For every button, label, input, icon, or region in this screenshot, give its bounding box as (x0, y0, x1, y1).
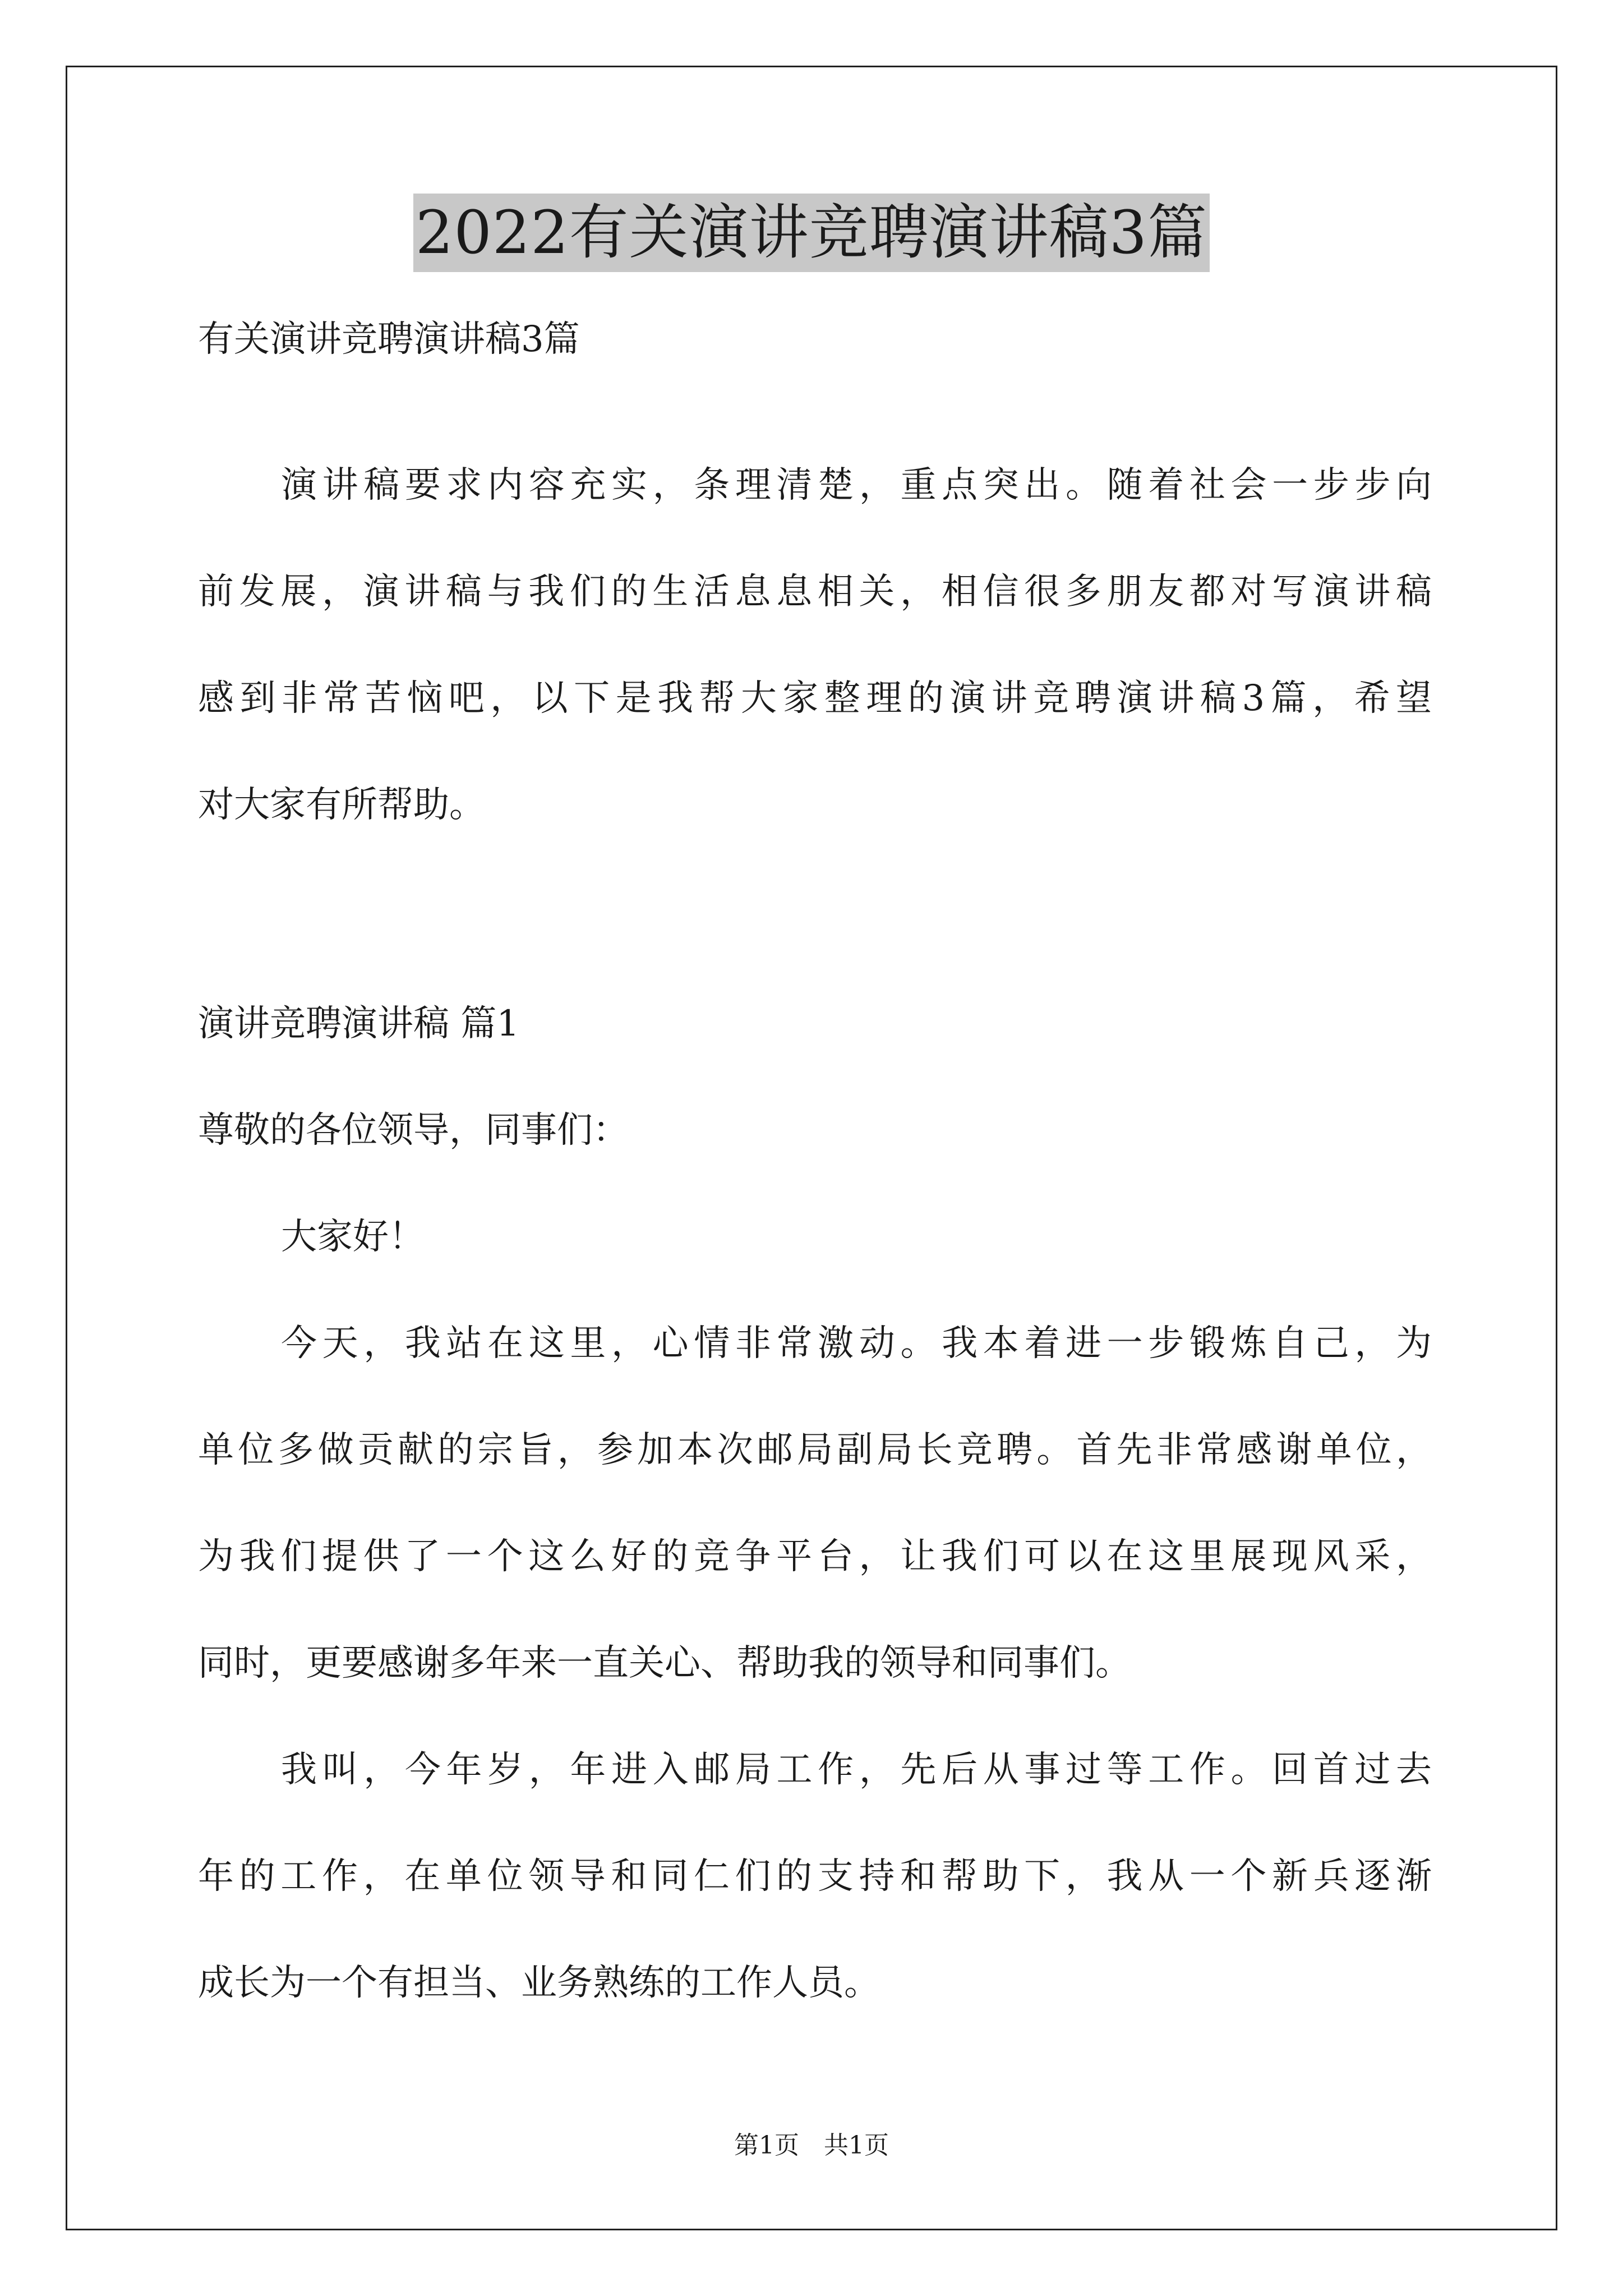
title-container (0, 194, 1623, 272)
paragraph-line: 成长为一个有担当、业务熟练的工作人员。 (198, 1962, 880, 2004)
paragraph-line: 对大家有所帮助。 (198, 784, 485, 826)
paragraph-line: 今天，我站在这里，心情非常激动。我本着进一步锻炼自己，为 (281, 1323, 1432, 1364)
document-title: 2022有关演讲竞聘演讲稿3篇 (413, 194, 1210, 272)
paragraph-line: 同时，更要感谢多年来一直关心、帮助我的领导和同事们。 (198, 1642, 1131, 1684)
greeting-line: 大家好！ (281, 1216, 425, 1258)
paragraph-line: 演讲稿要求内容充实，条理清楚，重点突出。随着社会一步步向 (281, 464, 1432, 506)
section-heading: 演讲竞聘演讲稿 篇1 (198, 1003, 520, 1045)
paragraph-line: 为我们提供了一个这么好的竞争平台，让我们可以在这里展现风采， (198, 1536, 1432, 1577)
paragraph-line: 年的工作，在单位领导和同仁们的支持和帮助下，我从一个新兵逐渐 (198, 1856, 1432, 1897)
paragraph-line: 单位多做贡献的宗旨，参加本次邮局副局长竞聘。首先非常感谢单位， (198, 1429, 1432, 1471)
paragraph-line: 我叫，今年岁，年进入邮局工作，先后从事过等工作。回首过去 (281, 1749, 1432, 1791)
paragraph-line: 感到非常苦恼吧，以下是我帮大家整理的演讲竞聘演讲稿3篇，希望 (198, 678, 1432, 719)
salutation-line: 尊敬的各位领导，同事们： (198, 1110, 629, 1151)
page-footer: 第1页 共1页 (734, 2131, 889, 2160)
paragraph-line: 前发展，演讲稿与我们的生活息息相关，相信很多朋友都对写演讲稿 (198, 571, 1432, 613)
subtitle-line: 有关演讲竞聘演讲稿3篇 (198, 319, 580, 360)
